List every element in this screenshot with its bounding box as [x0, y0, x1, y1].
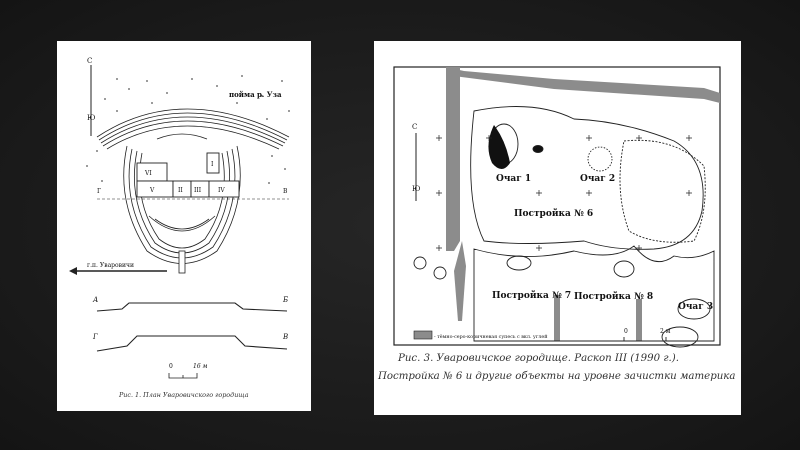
compass-south-label: Ю [87, 114, 96, 122]
profile-ab-start-label: А [93, 296, 99, 304]
profile-ab [97, 303, 287, 311]
hearth3-label: Очаг 3 [678, 302, 714, 312]
scale-value-label: 16 м [193, 363, 208, 370]
compass-north-label: С [87, 57, 93, 65]
direction-arrow-head [69, 267, 77, 275]
profile-gv-end-label: В [283, 333, 289, 341]
room-v [137, 181, 173, 197]
left-figure-caption: Рис. 1. План Уваровичского городища [119, 391, 249, 399]
legend-swatch [414, 331, 432, 339]
dark-fill-right-post [636, 299, 642, 341]
building7-label: Постройка № 7 [492, 291, 572, 301]
hearth2-label: Очаг 2 [580, 174, 616, 184]
compass-north-label-right: С [412, 123, 418, 131]
gate [179, 251, 185, 273]
profile-ab-end-label: Б [283, 296, 289, 304]
rampart-arcs [97, 109, 289, 149]
scale-bar [169, 373, 197, 378]
direction-label: г.п. Уваровичи [87, 262, 134, 269]
hearth1-label: Очаг 1 [496, 174, 532, 184]
inner-rampart [157, 134, 207, 139]
section-point-g: Г [97, 188, 101, 195]
left-figure-page [57, 41, 311, 411]
scale-value-label-right: 2 м [660, 328, 671, 335]
right-caption-line-1: Рис. 3. Уваровичское городище. Раскоп III (1990 г.). [398, 353, 679, 364]
legend-text: - тёмно-серо-коричневая супесь с вкл. углей [434, 335, 548, 340]
room-vi [137, 163, 167, 181]
room-label-ii: II [178, 187, 183, 194]
room-label-iii: III [194, 187, 202, 194]
room-label-v: V [150, 187, 155, 194]
building6-label: Постройка № 6 [514, 209, 594, 219]
room-label-vi: VI [145, 170, 152, 177]
profile-gv [97, 336, 287, 351]
room-label-iv: IV [218, 187, 225, 194]
site-plan-drawing [57, 41, 311, 411]
right-caption-line-2: Постройка № 6 и другие объекты на уровне зачистки материка [378, 371, 736, 382]
dark-fill-middle [554, 295, 560, 341]
section-point-v: В [283, 188, 288, 195]
compass-south-label-right: Ю [412, 185, 421, 193]
scale-zero-label-right: 0 [624, 328, 628, 335]
scale-zero-label: 0 [169, 363, 173, 370]
room-label-i: I [211, 161, 214, 168]
profile-gv-start-label: Г [93, 333, 98, 341]
dark-fill-left [446, 67, 460, 251]
floodplain-label: пойма р. Уза [229, 90, 282, 99]
right-figure-page [374, 41, 741, 415]
building8-label: Постройка № 8 [574, 292, 654, 302]
